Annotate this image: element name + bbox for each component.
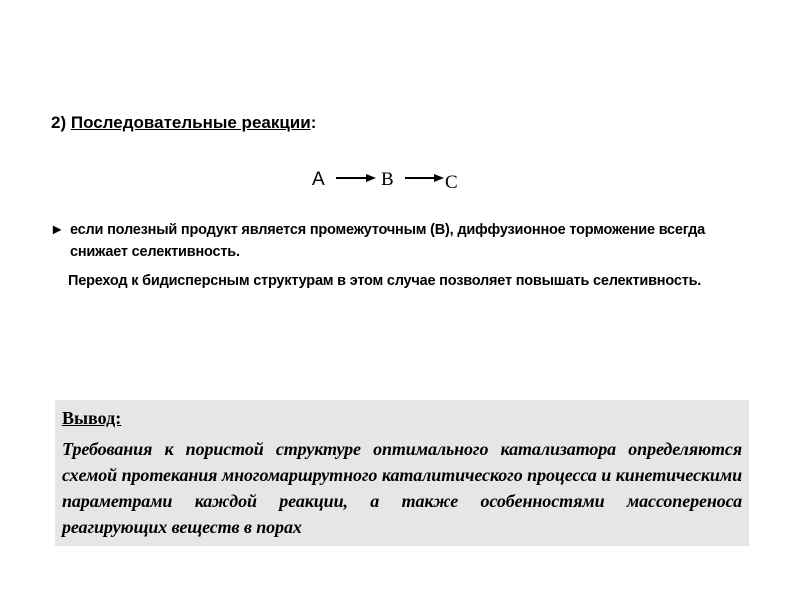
arrow-right-icon xyxy=(336,174,376,182)
section-number: 2) xyxy=(51,113,71,132)
conclusion-body: Требования к пористой структуре оптимального катализатора определяются схемой протекания многомаршрутного каталитического процесса и кинетическими параметрами каждой реакции, а также особенностями массопереноса реагирующих веществ в порах xyxy=(62,439,742,537)
transition-paragraph: Переход к бидисперсным структурам в этом случае позволяет повышать селективность. xyxy=(68,273,702,289)
bullet-text-1: если полезный продукт является промежуточным (В), диффузионное торможение всегда xyxy=(70,222,705,238)
product-c: C xyxy=(445,172,458,193)
conclusion-box xyxy=(55,400,749,546)
arrow-right-icon xyxy=(405,174,444,182)
bullet-line-1 xyxy=(50,219,765,241)
conclusion-title: Вывод: xyxy=(62,408,122,428)
section-title: Последовательные реакции xyxy=(70,113,311,132)
bullet-line-2: снижает селективность. xyxy=(70,244,240,260)
triangle-bullet-icon: ► xyxy=(50,222,65,238)
heading-colon: : xyxy=(310,113,317,132)
intermediate-b: B xyxy=(381,169,394,190)
bullet-paragraph xyxy=(50,219,765,263)
reactant-a: A xyxy=(312,169,325,190)
